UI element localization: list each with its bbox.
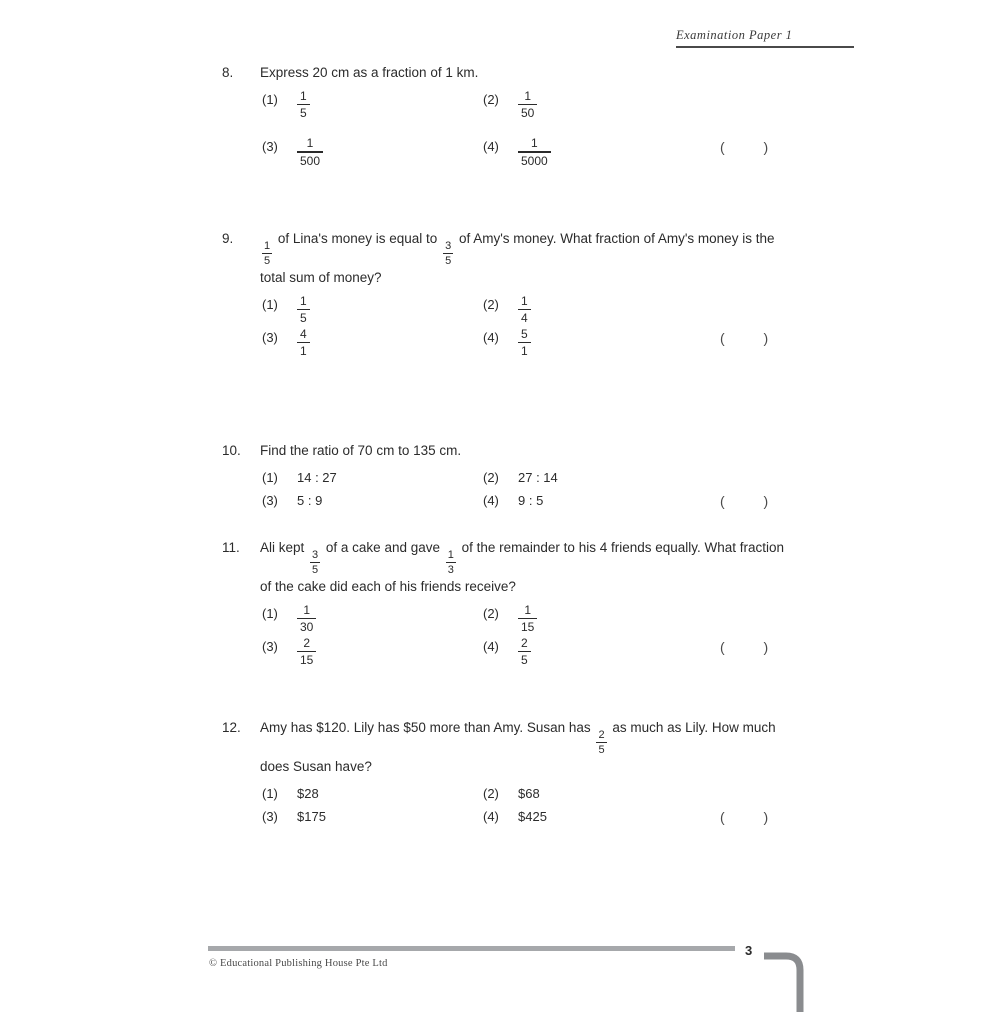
- fraction-bar: [297, 342, 310, 343]
- fraction-bar: [518, 651, 531, 652]
- answer-bracket[interactable]: ( ): [720, 639, 769, 656]
- fraction-denominator: 50: [521, 106, 535, 121]
- fraction-numerator: 5: [521, 327, 528, 342]
- option-label: (4): [483, 493, 499, 508]
- option-value: 14 : 27: [297, 470, 337, 485]
- option-1[interactable]: [222, 295, 483, 324]
- corner-decoration-icon: [762, 950, 822, 1017]
- fraction-bar: [518, 618, 537, 619]
- fraction-denominator: 5: [445, 254, 452, 267]
- fraction-denominator: 15: [300, 653, 314, 668]
- fraction-numerator: 1: [303, 602, 311, 617]
- option-row: [222, 328, 822, 357]
- option-2[interactable]: [483, 604, 723, 633]
- option-label: (4): [483, 808, 499, 824]
- option-row: [222, 637, 822, 666]
- option-label: (1): [262, 785, 278, 801]
- option-value: [297, 137, 323, 166]
- option-3[interactable]: [222, 328, 483, 357]
- option-group: [222, 468, 822, 511]
- answer-bracket[interactable]: ( ): [720, 139, 769, 156]
- option-value: [297, 328, 310, 357]
- option-value: [518, 137, 551, 166]
- fraction: [518, 328, 531, 357]
- option-label: (2): [483, 785, 499, 801]
- fraction-denominator: 5: [312, 563, 319, 576]
- question-text: Amy has $120. Lily has $50 more than Amy. Susan has $\frac{2}{5}$ as much as Lily. How much does Susan have?: [260, 720, 776, 774]
- header-rule: [676, 46, 854, 48]
- fraction-bar: [518, 151, 551, 152]
- fraction-denominator: 5: [300, 106, 307, 121]
- option-label: (1): [262, 470, 278, 485]
- option-value: $175: [297, 808, 326, 824]
- fraction-numerator: 1: [524, 89, 532, 103]
- question-block: [222, 228, 822, 357]
- option-label: (4): [483, 639, 499, 655]
- fraction-denominator: 1: [521, 344, 528, 359]
- fraction: [262, 241, 272, 267]
- fraction-denominator: 4: [521, 311, 528, 326]
- option-row: [222, 90, 822, 119]
- option-group: [222, 604, 822, 667]
- question-block: [222, 717, 822, 827]
- fraction-denominator: 15: [521, 620, 535, 635]
- fraction-denominator: 3: [447, 563, 454, 576]
- option-group: [222, 784, 822, 827]
- fraction-numerator: 4: [300, 327, 307, 342]
- question-text: Express 20 cm as a fraction of 1 km.: [260, 65, 479, 80]
- option-value: 27 : 14: [518, 470, 558, 485]
- fraction: [518, 604, 537, 633]
- option-4[interactable]: [483, 328, 723, 357]
- option-group: [222, 90, 822, 167]
- question-block: [222, 537, 822, 666]
- question-text: $\frac{1}{5}$ of Lina's money is equal to $\frac{3}{5}$ of Amy's money. What fraction of Amy's money is the total sum of money?: [260, 231, 775, 285]
- option-label: (2): [483, 470, 499, 485]
- option-2[interactable]: [483, 295, 723, 324]
- fraction-numerator: 1: [521, 293, 528, 308]
- question-number: 8.: [222, 65, 234, 80]
- option-label: (3): [262, 639, 278, 655]
- option-value: [518, 328, 531, 357]
- fraction-numerator: 1: [447, 548, 454, 561]
- fraction-numerator: 3: [312, 548, 319, 561]
- fraction-bar: [518, 104, 537, 105]
- option-1[interactable]: [222, 784, 483, 804]
- option-1[interactable]: [222, 604, 483, 633]
- question-text: Find the ratio of 70 cm to 135 cm.: [260, 443, 462, 458]
- option-value: $425: [518, 808, 547, 824]
- fraction-bar: [297, 618, 316, 619]
- option-row: [222, 137, 822, 166]
- fraction: [596, 730, 606, 756]
- option-3[interactable]: [222, 807, 483, 827]
- fraction: [518, 90, 537, 119]
- fraction-denominator: 5: [598, 743, 605, 756]
- option-label: (1): [262, 92, 278, 107]
- option-value: [518, 637, 531, 666]
- fraction-bar: [297, 651, 316, 652]
- option-row: [222, 295, 822, 324]
- option-label: (1): [262, 296, 278, 312]
- fraction-bar: [518, 342, 531, 343]
- fraction-numerator: 1: [300, 293, 307, 308]
- option-1[interactable]: [222, 468, 483, 488]
- option-value: [297, 90, 310, 119]
- option-3[interactable]: [222, 637, 483, 666]
- fraction-numerator: 1: [306, 136, 314, 151]
- fraction-numerator: 2: [598, 728, 605, 741]
- option-value: [297, 295, 310, 324]
- question-number: 9.: [222, 231, 234, 246]
- option-label: (2): [483, 605, 499, 621]
- fraction: [297, 604, 316, 633]
- fraction-denominator: 500: [300, 153, 321, 168]
- option-value: [518, 90, 537, 119]
- fraction-numerator: 1: [531, 136, 538, 151]
- fraction: [518, 137, 551, 166]
- question-text: Ali kept $\frac{3}{5}$ of a cake and gave $\frac{1}{3}$ of the remainder to his 4 friends equally. What fraction of the cake did each of his friends receive?: [260, 540, 785, 594]
- fraction-bar: [297, 309, 310, 310]
- question-head: [222, 62, 822, 84]
- fraction-numerator: 1: [524, 602, 532, 617]
- answer-bracket[interactable]: ( ): [720, 493, 769, 509]
- question-head: [222, 537, 822, 598]
- question-number: 11.: [222, 540, 240, 555]
- option-row: [222, 604, 822, 633]
- fraction-numerator: 2: [521, 636, 528, 651]
- fraction: [297, 637, 316, 666]
- option-4[interactable]: [483, 137, 723, 166]
- page-header: [676, 28, 854, 48]
- page-footer: [0, 938, 1000, 1000]
- question-block: [222, 440, 822, 511]
- fraction-numerator: 1: [264, 239, 271, 252]
- option-value: [297, 604, 316, 633]
- option-4[interactable]: [483, 807, 723, 827]
- question-head: [222, 228, 822, 289]
- option-3[interactable]: [222, 137, 483, 166]
- option-label: (3): [262, 330, 278, 346]
- question-number: 10.: [222, 443, 241, 458]
- fraction-denominator: 30: [300, 620, 314, 635]
- question-block: [222, 62, 822, 167]
- fraction: [518, 637, 531, 666]
- option-label: (4): [483, 330, 499, 346]
- fraction: [310, 550, 320, 576]
- fraction: [443, 241, 453, 267]
- question-head: [222, 717, 822, 778]
- option-row: [222, 468, 822, 488]
- fraction-numerator: 1: [300, 89, 307, 103]
- option-row: [222, 807, 822, 827]
- answer-bracket[interactable]: ( ): [720, 330, 769, 347]
- fraction: [297, 137, 323, 166]
- option-label: (4): [483, 139, 499, 155]
- fraction-denominator: 1: [300, 344, 307, 359]
- option-label: (1): [262, 605, 278, 621]
- option-value: $68: [518, 785, 540, 801]
- fraction-bar: [518, 309, 531, 310]
- option-row: [222, 784, 822, 804]
- fraction: [297, 90, 310, 119]
- option-2[interactable]: [483, 90, 723, 119]
- fraction-numerator: 2: [303, 636, 311, 651]
- fraction-denominator: 5: [300, 311, 307, 326]
- fraction-denominator: 5: [264, 254, 271, 267]
- fraction-denominator: 5: [521, 653, 528, 668]
- option-1[interactable]: [222, 90, 483, 119]
- option-value: $28: [297, 785, 319, 801]
- fraction-denominator: 5000: [521, 153, 548, 168]
- question-head: [222, 440, 822, 462]
- question-number: 12.: [222, 720, 241, 735]
- footer-copyright: © Educational Publishing House Pte Ltd: [209, 958, 388, 969]
- page-number: 3: [745, 943, 753, 958]
- header-title: Examination Paper 1: [676, 28, 793, 42]
- option-value: [518, 295, 531, 324]
- fraction-numerator: 3: [445, 239, 452, 252]
- fraction-bar: [297, 104, 310, 105]
- fraction-bar: [297, 151, 323, 152]
- option-2[interactable]: [483, 468, 723, 488]
- option-value: 5 : 9: [297, 493, 323, 508]
- option-label: (3): [262, 139, 278, 155]
- option-2[interactable]: [483, 784, 723, 804]
- fraction: [297, 295, 310, 324]
- option-row: [222, 491, 822, 511]
- option-4[interactable]: [483, 637, 723, 666]
- option-4[interactable]: [483, 491, 723, 511]
- fraction: [518, 295, 531, 324]
- answer-bracket[interactable]: ( ): [720, 808, 769, 825]
- option-value: 9 : 5: [518, 493, 544, 508]
- option-3[interactable]: [222, 491, 483, 511]
- fraction: [297, 328, 310, 357]
- fraction: [446, 550, 456, 576]
- option-label: (2): [483, 92, 499, 107]
- option-label: (2): [483, 296, 499, 312]
- footer-rule: [208, 946, 735, 951]
- option-label: (3): [262, 493, 278, 508]
- option-group: [222, 295, 822, 358]
- option-value: [518, 604, 537, 633]
- option-value: [297, 637, 316, 666]
- option-label: (3): [262, 808, 278, 824]
